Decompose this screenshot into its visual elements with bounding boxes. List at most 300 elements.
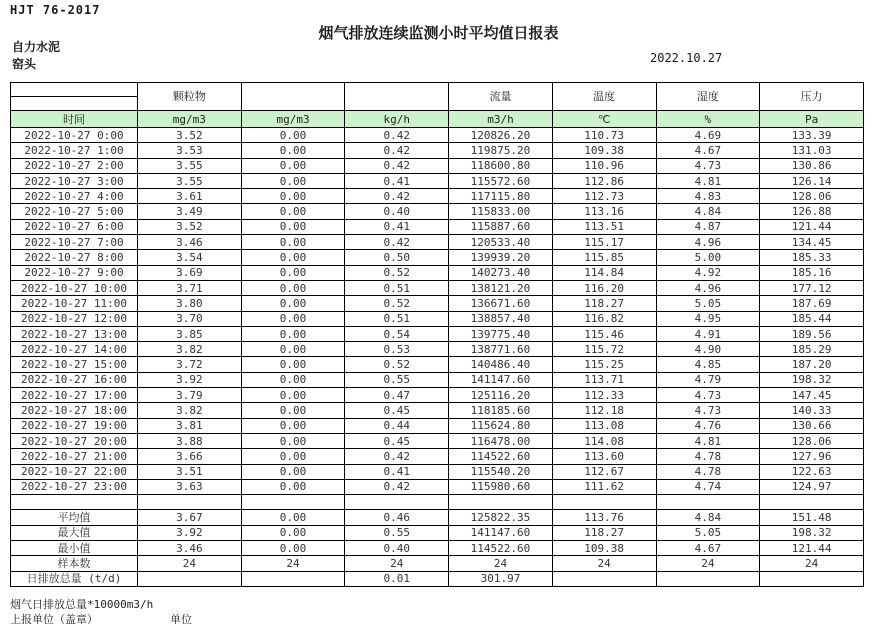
table-row	[11, 173, 864, 188]
value-cell: 127.96	[760, 449, 864, 464]
value-cell: 116.20	[552, 280, 656, 295]
table-row	[11, 464, 864, 479]
row-label-cell: 2022-10-27 9:00	[11, 265, 138, 280]
table-row	[11, 219, 864, 234]
table-row	[11, 357, 864, 372]
table-row	[11, 204, 864, 219]
value-cell: 128.06	[760, 189, 864, 204]
value-cell: 0.47	[345, 388, 449, 403]
row-label-cell: 2022-10-27 18:00	[11, 403, 138, 418]
table-row	[11, 280, 864, 295]
value-cell: 4.92	[656, 265, 760, 280]
table-row	[11, 143, 864, 158]
value-cell: 139939.20	[449, 250, 553, 265]
value-cell: 4.95	[656, 311, 760, 326]
value-cell: 0.00	[241, 464, 345, 479]
value-cell: 0.00	[241, 189, 345, 204]
value-cell	[138, 571, 242, 586]
unit-pa: Pa	[760, 111, 864, 128]
unit-celsius: ℃	[552, 111, 656, 128]
table-row	[11, 418, 864, 433]
value-cell: 0.00	[241, 342, 345, 357]
value-cell: 0.00	[241, 235, 345, 250]
unit-m3-h: m3/h	[449, 111, 553, 128]
value-cell: 114522.60	[449, 541, 553, 556]
value-cell: 0.54	[345, 326, 449, 341]
value-cell: 0.00	[241, 250, 345, 265]
value-cell: 0.00	[241, 433, 345, 448]
unit-mg-m3-1: mg/m3	[138, 111, 242, 128]
value-cell: 114522.60	[449, 449, 553, 464]
value-cell: 139775.40	[449, 326, 553, 341]
value-cell: 125822.35	[449, 510, 553, 525]
value-cell: 112.18	[552, 403, 656, 418]
value-cell: 4.96	[656, 280, 760, 295]
value-cell: 121.44	[760, 219, 864, 234]
header-humidity: 湿度	[656, 83, 760, 111]
row-label-cell: 最小值	[11, 541, 138, 556]
value-cell: 0.42	[345, 235, 449, 250]
value-cell: 3.46	[138, 235, 242, 250]
value-cell: 116.82	[552, 311, 656, 326]
table-row	[11, 525, 864, 540]
header-col3	[241, 83, 345, 111]
row-label-cell: 2022-10-27 17:00	[11, 388, 138, 403]
value-cell	[760, 571, 864, 586]
row-label-cell: 最大值	[11, 525, 138, 540]
value-cell: 3.69	[138, 265, 242, 280]
value-cell: 115540.20	[449, 464, 553, 479]
value-cell: 0.42	[345, 479, 449, 494]
value-cell: 115.17	[552, 235, 656, 250]
row-label-cell: 2022-10-27 12:00	[11, 311, 138, 326]
value-cell: 24	[760, 556, 864, 571]
value-cell: 112.33	[552, 388, 656, 403]
page-title: 烟气排放连续监测小时平均值日报表	[318, 25, 559, 42]
value-cell: 3.67	[138, 510, 242, 525]
header-particulate: 颗粒物	[138, 83, 242, 111]
table-row	[11, 449, 864, 464]
value-cell: 3.71	[138, 280, 242, 295]
row-label-cell: 2022-10-27 19:00	[11, 418, 138, 433]
value-cell: 3.46	[138, 541, 242, 556]
row-label-cell: 2022-10-27 6:00	[11, 219, 138, 234]
value-cell: 198.32	[760, 372, 864, 387]
value-cell	[656, 571, 760, 586]
row-label-cell: 2022-10-27 16:00	[11, 372, 138, 387]
value-cell: 0.00	[241, 372, 345, 387]
value-cell: 0.00	[241, 388, 345, 403]
table-row	[11, 403, 864, 418]
table-row	[11, 495, 864, 510]
value-cell: 128.06	[760, 433, 864, 448]
value-cell	[138, 495, 242, 510]
value-cell: 0.00	[241, 158, 345, 173]
value-cell: 115624.80	[449, 418, 553, 433]
value-cell: 115.25	[552, 357, 656, 372]
doc-code: HJT 76-2017	[10, 3, 101, 17]
value-cell: 138771.60	[449, 342, 553, 357]
table-row	[11, 250, 864, 265]
value-cell: 4.90	[656, 342, 760, 357]
value-cell: 0.00	[241, 128, 345, 143]
value-cell: 185.33	[760, 250, 864, 265]
value-cell: 24	[241, 556, 345, 571]
value-cell: 4.91	[656, 326, 760, 341]
value-cell: 140486.40	[449, 357, 553, 372]
value-cell: 0.52	[345, 265, 449, 280]
table-row	[11, 235, 864, 250]
value-cell	[241, 495, 345, 510]
value-cell: 4.69	[656, 128, 760, 143]
table-row	[11, 311, 864, 326]
table-row	[11, 571, 864, 586]
value-cell: 116478.00	[449, 433, 553, 448]
value-cell: 4.78	[656, 464, 760, 479]
table-row	[11, 510, 864, 525]
row-label-cell: 2022-10-27 21:00	[11, 449, 138, 464]
value-cell: 111.62	[552, 479, 656, 494]
table-row	[11, 296, 864, 311]
value-cell: 113.08	[552, 418, 656, 433]
value-cell: 177.12	[760, 280, 864, 295]
monitoring-table	[10, 82, 864, 587]
value-cell: 0.52	[345, 296, 449, 311]
table-body	[11, 128, 864, 587]
value-cell: 121.44	[760, 541, 864, 556]
value-cell: 5.05	[656, 525, 760, 540]
value-cell: 4.83	[656, 189, 760, 204]
value-cell: 110.96	[552, 158, 656, 173]
row-label-cell: 2022-10-27 3:00	[11, 173, 138, 188]
value-cell: 4.81	[656, 173, 760, 188]
time-column-label: 时间	[11, 111, 138, 128]
value-cell: 4.73	[656, 388, 760, 403]
value-cell: 0.50	[345, 250, 449, 265]
value-cell: 119875.20	[449, 143, 553, 158]
unit-mg-m3-2: mg/m3	[241, 111, 345, 128]
row-label-cell: 2022-10-27 10:00	[11, 280, 138, 295]
value-cell: 113.71	[552, 372, 656, 387]
row-label-cell	[11, 495, 138, 510]
value-cell: 5.05	[656, 296, 760, 311]
value-cell: 3.70	[138, 311, 242, 326]
header-pressure: 压力	[760, 83, 864, 111]
value-cell: 115.72	[552, 342, 656, 357]
value-cell: 24	[449, 556, 553, 571]
value-cell: 133.39	[760, 128, 864, 143]
table-row	[11, 541, 864, 556]
value-cell: 0.55	[345, 525, 449, 540]
value-cell: 113.60	[552, 449, 656, 464]
table-row	[11, 189, 864, 204]
value-cell: 136671.60	[449, 296, 553, 311]
value-cell: 151.48	[760, 510, 864, 525]
value-cell: 189.56	[760, 326, 864, 341]
value-cell: 0.00	[241, 449, 345, 464]
value-cell: 3.92	[138, 372, 242, 387]
value-cell: 3.85	[138, 326, 242, 341]
value-cell: 4.67	[656, 143, 760, 158]
table-row	[11, 128, 864, 143]
value-cell: 0.42	[345, 449, 449, 464]
table-header	[11, 83, 864, 128]
value-cell: 0.52	[345, 357, 449, 372]
value-cell: 0.00	[241, 173, 345, 188]
value-cell: 0.00	[241, 296, 345, 311]
value-cell: 0.00	[241, 326, 345, 341]
row-label-cell: 2022-10-27 22:00	[11, 464, 138, 479]
value-cell: 0.51	[345, 311, 449, 326]
value-cell: 115572.60	[449, 173, 553, 188]
value-cell: 138857.40	[449, 311, 553, 326]
value-cell: 4.78	[656, 449, 760, 464]
value-cell: 3.72	[138, 357, 242, 372]
value-cell: 185.16	[760, 265, 864, 280]
row-label-cell: 2022-10-27 0:00	[11, 128, 138, 143]
company-name: 自力水泥	[12, 40, 61, 54]
value-cell: 3.51	[138, 464, 242, 479]
value-cell: 4.87	[656, 219, 760, 234]
value-cell	[760, 495, 864, 510]
value-cell: 0.44	[345, 418, 449, 433]
value-cell: 0.55	[345, 372, 449, 387]
row-label-cell: 2022-10-27 4:00	[11, 189, 138, 204]
value-cell: 3.55	[138, 173, 242, 188]
table-row	[11, 158, 864, 173]
value-cell: 198.32	[760, 525, 864, 540]
value-cell: 0.41	[345, 173, 449, 188]
value-cell: 4.73	[656, 403, 760, 418]
table-row	[11, 479, 864, 494]
unit-label: 单位	[170, 613, 192, 624]
row-label-cell: 2022-10-27 7:00	[11, 235, 138, 250]
row-label-cell: 2022-10-27 20:00	[11, 433, 138, 448]
report-date: 2022.10.27	[650, 51, 723, 65]
value-cell: 114.84	[552, 265, 656, 280]
value-cell: 0.42	[345, 143, 449, 158]
value-cell: 112.73	[552, 189, 656, 204]
value-cell: 301.97	[449, 571, 553, 586]
value-cell: 0.00	[241, 418, 345, 433]
value-cell: 130.66	[760, 418, 864, 433]
footer-note: 烟气日排放总量*10000m3/h	[10, 598, 154, 611]
value-cell: 0.00	[241, 280, 345, 295]
value-cell: 0.00	[241, 479, 345, 494]
value-cell: 3.82	[138, 342, 242, 357]
value-cell: 115980.60	[449, 479, 553, 494]
unit-row	[11, 111, 864, 128]
value-cell: 130.86	[760, 158, 864, 173]
value-cell: 115887.60	[449, 219, 553, 234]
row-label-cell: 样本数	[11, 556, 138, 571]
value-cell: 0.00	[241, 541, 345, 556]
value-cell: 112.86	[552, 173, 656, 188]
value-cell	[656, 495, 760, 510]
value-cell: 3.80	[138, 296, 242, 311]
value-cell: 118600.80	[449, 158, 553, 173]
value-cell: 134.45	[760, 235, 864, 250]
row-label-cell: 2022-10-27 23:00	[11, 479, 138, 494]
value-cell: 109.38	[552, 541, 656, 556]
value-cell: 0.00	[241, 143, 345, 158]
value-cell: 124.97	[760, 479, 864, 494]
row-label-cell: 2022-10-27 8:00	[11, 250, 138, 265]
value-cell: 3.92	[138, 525, 242, 540]
value-cell: 0.00	[241, 403, 345, 418]
value-cell: 24	[552, 556, 656, 571]
value-cell: 3.88	[138, 433, 242, 448]
value-cell: 0.45	[345, 433, 449, 448]
value-cell: 0.42	[345, 158, 449, 173]
unit-percent: %	[656, 111, 760, 128]
value-cell: 3.61	[138, 189, 242, 204]
value-cell: 4.76	[656, 418, 760, 433]
value-cell: 120826.20	[449, 128, 553, 143]
table-row	[11, 326, 864, 341]
value-cell: 147.45	[760, 388, 864, 403]
value-cell: 141147.60	[449, 525, 553, 540]
value-cell: 113.76	[552, 510, 656, 525]
row-label-cell: 2022-10-27 11:00	[11, 296, 138, 311]
value-cell: 125116.20	[449, 388, 553, 403]
value-cell: 3.63	[138, 479, 242, 494]
value-cell: 113.51	[552, 219, 656, 234]
value-cell: 4.79	[656, 372, 760, 387]
value-cell: 3.53	[138, 143, 242, 158]
value-cell: 3.49	[138, 204, 242, 219]
value-cell: 115833.00	[449, 204, 553, 219]
value-cell	[449, 495, 553, 510]
value-cell: 4.84	[656, 204, 760, 219]
value-cell: 114.08	[552, 433, 656, 448]
row-label-cell: 2022-10-27 13:00	[11, 326, 138, 341]
value-cell: 4.84	[656, 510, 760, 525]
corner-cell-top	[11, 83, 138, 97]
group-header-row	[11, 83, 864, 97]
table-row	[11, 342, 864, 357]
value-cell: 5.00	[656, 250, 760, 265]
value-cell: 118.27	[552, 525, 656, 540]
table-row	[11, 372, 864, 387]
value-cell	[552, 495, 656, 510]
value-cell: 118185.60	[449, 403, 553, 418]
value-cell: 109.38	[552, 143, 656, 158]
value-cell: 0.45	[345, 403, 449, 418]
value-cell: 4.81	[656, 433, 760, 448]
value-cell: 3.82	[138, 403, 242, 418]
table-row	[11, 433, 864, 448]
value-cell: 0.00	[241, 219, 345, 234]
row-label-cell: 2022-10-27 2:00	[11, 158, 138, 173]
value-cell: 4.73	[656, 158, 760, 173]
value-cell: 185.44	[760, 311, 864, 326]
value-cell: 120533.40	[449, 235, 553, 250]
value-cell: 4.96	[656, 235, 760, 250]
value-cell: 3.55	[138, 158, 242, 173]
table-row	[11, 556, 864, 571]
value-cell: 24	[138, 556, 242, 571]
value-cell: 0.00	[241, 204, 345, 219]
row-label-cell: 2022-10-27 14:00	[11, 342, 138, 357]
value-cell: 113.16	[552, 204, 656, 219]
value-cell: 24	[345, 556, 449, 571]
row-label-cell: 2022-10-27 5:00	[11, 204, 138, 219]
unit-kg-h: kg/h	[345, 111, 449, 128]
value-cell: 3.66	[138, 449, 242, 464]
value-cell: 126.14	[760, 173, 864, 188]
value-cell: 24	[656, 556, 760, 571]
value-cell: 122.63	[760, 464, 864, 479]
value-cell: 126.88	[760, 204, 864, 219]
header-flow: 流量	[449, 83, 553, 111]
value-cell: 0.42	[345, 189, 449, 204]
value-cell: 0.42	[345, 128, 449, 143]
value-cell: 187.20	[760, 357, 864, 372]
row-label-cell: 2022-10-27 15:00	[11, 357, 138, 372]
row-label-cell: 日排放总量 (t/d)	[11, 571, 138, 586]
value-cell: 131.03	[760, 143, 864, 158]
value-cell	[552, 571, 656, 586]
header-col4	[345, 83, 449, 111]
value-cell: 0.40	[345, 541, 449, 556]
value-cell: 0.00	[241, 357, 345, 372]
value-cell: 0.01	[345, 571, 449, 586]
value-cell: 187.69	[760, 296, 864, 311]
value-cell: 0.40	[345, 204, 449, 219]
row-label-cell: 2022-10-27 1:00	[11, 143, 138, 158]
value-cell: 110.73	[552, 128, 656, 143]
value-cell: 140.33	[760, 403, 864, 418]
value-cell: 0.00	[241, 311, 345, 326]
value-cell: 0.41	[345, 464, 449, 479]
value-cell: 112.67	[552, 464, 656, 479]
value-cell: 0.51	[345, 280, 449, 295]
value-cell: 115.46	[552, 326, 656, 341]
value-cell: 185.29	[760, 342, 864, 357]
value-cell: 0.41	[345, 219, 449, 234]
value-cell: 138121.20	[449, 280, 553, 295]
value-cell: 3.79	[138, 388, 242, 403]
value-cell: 115.85	[552, 250, 656, 265]
table-row	[11, 265, 864, 280]
value-cell: 3.52	[138, 219, 242, 234]
value-cell: 0.46	[345, 510, 449, 525]
value-cell: 3.81	[138, 418, 242, 433]
value-cell: 0.00	[241, 265, 345, 280]
value-cell: 3.52	[138, 128, 242, 143]
row-label-cell: 平均值	[11, 510, 138, 525]
table-row	[11, 388, 864, 403]
value-cell	[345, 495, 449, 510]
value-cell: 141147.60	[449, 372, 553, 387]
station-name: 窑头	[12, 57, 37, 71]
header-temperature: 温度	[552, 83, 656, 111]
value-cell: 0.00	[241, 525, 345, 540]
value-cell: 4.74	[656, 479, 760, 494]
value-cell: 140273.40	[449, 265, 553, 280]
value-cell: 0.00	[241, 510, 345, 525]
value-cell: 0.53	[345, 342, 449, 357]
value-cell: 117115.80	[449, 189, 553, 204]
report-unit-label: 上报单位（盖章）	[10, 613, 98, 624]
value-cell	[241, 571, 345, 586]
value-cell: 3.54	[138, 250, 242, 265]
value-cell: 4.85	[656, 357, 760, 372]
value-cell: 118.27	[552, 296, 656, 311]
corner-cell-bottom	[11, 97, 138, 111]
value-cell: 4.67	[656, 541, 760, 556]
